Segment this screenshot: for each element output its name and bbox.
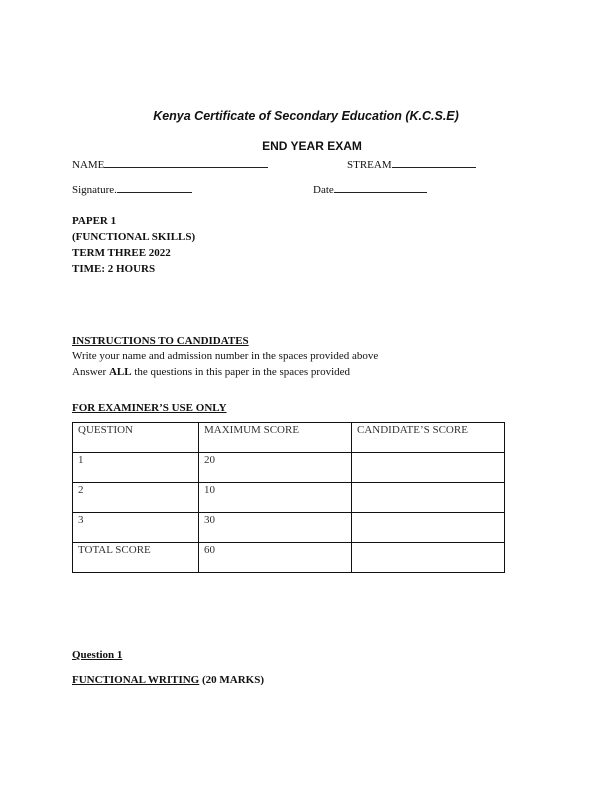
header-cell: CANDIDATE’S SCORE [352,423,505,453]
signature-blank[interactable] [117,183,192,193]
instruction-text: the questions in this paper in the spaces provided [131,366,351,378]
exam-board-title: Kenya Certificate of Secondary Education (K.C.S.E) [153,109,459,123]
section-title: FUNCTIONAL WRITING [72,674,200,686]
table-header-row [73,423,505,453]
max-score-cell: 30 [199,513,352,543]
table-row [73,513,505,543]
instruction-line [72,366,350,378]
instruction-emphasis: ALL [108,366,132,378]
candidate-score-cell[interactable] [352,483,505,513]
question-cell: 2 [73,483,199,513]
paper-time: TIME: 2 HOURS [72,263,156,275]
question-heading: Question 1 [72,649,123,661]
question-section [72,674,264,686]
paper-subject: (FUNCTIONAL SKILLS) [72,231,196,243]
instruction-text: Answer [72,366,109,378]
paper-number: PAPER 1 [72,215,117,227]
name-blank[interactable] [104,158,268,168]
question-cell: 1 [73,453,199,483]
candidate-score-cell[interactable] [352,543,505,573]
examiner-heading: FOR EXAMINER’S USE ONLY [72,402,227,414]
max-score-cell: 10 [199,483,352,513]
paper-term: TERM THREE 2022 [72,247,171,259]
exam-title: END YEAR EXAM [262,139,362,153]
question-cell: 3 [73,513,199,543]
stream-field[interactable] [347,158,476,171]
candidate-score-cell[interactable] [352,453,505,483]
stream-label: STREAM [347,159,392,171]
header-cell: MAXIMUM SCORE [199,423,352,453]
score-table [72,422,505,573]
date-label: Date [313,184,334,196]
table-row [73,483,505,513]
max-score-cell: 20 [199,453,352,483]
name-label: NAME [72,159,105,171]
max-score-cell: 60 [199,543,352,573]
section-marks: (20 MARKS) [199,674,265,686]
signature-field[interactable] [72,183,192,196]
signature-label: Signature. [72,184,117,196]
header-cell: QUESTION [73,423,199,453]
instructions-heading: INSTRUCTIONS TO CANDIDATES [72,335,249,347]
date-blank[interactable] [334,183,427,193]
name-field[interactable] [72,158,268,171]
table-total-row [73,543,505,573]
instruction-line: Write your name and admission number in the spaces provided above [72,350,379,362]
candidate-score-cell[interactable] [352,513,505,543]
stream-blank[interactable] [392,158,476,168]
question-cell: TOTAL SCORE [73,543,199,573]
date-field[interactable] [313,183,427,196]
table-row [73,453,505,483]
